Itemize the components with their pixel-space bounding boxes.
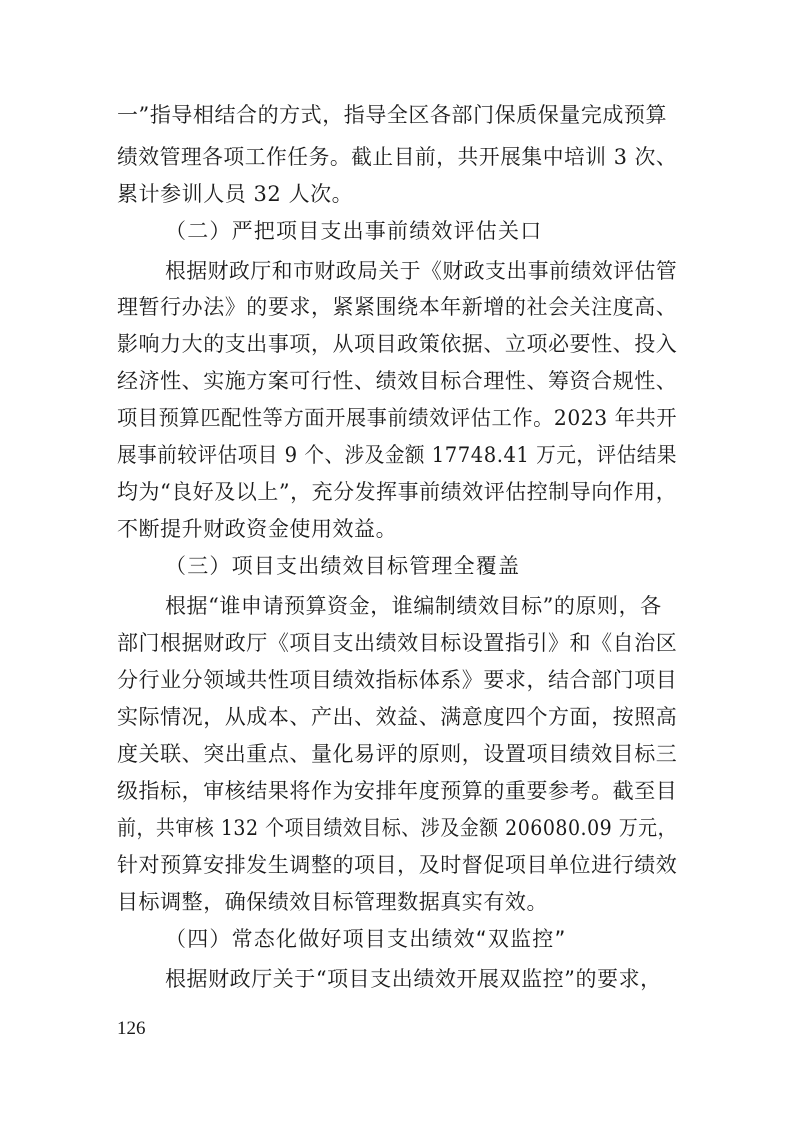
body-text-line: 累计参训人员 32 人次。 [117,182,354,206]
body-text-line: 目标调整，确保绩效目标管理数据真实有效。 [117,890,548,914]
body-text-line: 一”指导相结合的方式，指导全区各部门保质保量完成预算 [117,103,668,127]
section-heading-3: （三）项目支出绩效目标管理全覆盖 [165,554,521,578]
body-text-line: 项目预算匹配性等方面开展事前绩效评估工作。2023 年共开 [117,406,678,430]
page-number: 126 [117,1018,146,1039]
body-text-line: 根据财政厅和市财政局关于《财政支出事前绩效评估管 [165,259,678,283]
body-text-line: 部门根据财政厅《项目支出绩效目标设置指引》和《自治区 [117,631,678,655]
body-text-line: 经济性、实施方案可行性、绩效目标合理性、筹资合规性、 [117,369,678,393]
body-text-line: 度关联、突出重点、量化易评的原则，设置项目绩效目标三 [117,742,678,766]
body-text-line: 均为“良好及以上”，充分发挥事前绩效评估控制导向作用， [117,480,678,504]
body-text-line: 不断提升财政资金使用效益。 [117,517,398,541]
body-text-line: 根据“谁申请预算资金，谁编制绩效目标”的原则，各 [165,594,662,618]
body-text-line: 前，共审核 132 个项目绩效目标、涉及金额 206080.09 万元， [117,816,678,840]
body-text-line: 分行业分领域共性项目绩效指标体系》要求，结合部门项目 [117,668,678,692]
body-text-line: 绩效管理各项工作任务。截止目前，共开展集中培训 3 次、 [117,145,678,169]
body-text-line: 影响力大的支出事项，从项目政策依据、立项必要性、投入 [117,332,678,356]
body-text-line: 针对预算安排发生调整的项目，及时督促项目单位进行绩效 [117,853,678,877]
body-text-line: 实际情况，从成本、产出、效益、满意度四个方面，按照高 [117,705,678,729]
body-text-line: 展事前较评估项目 9 个、涉及金额 17748.41 万元，评估结果 [117,443,677,467]
body-text-line: 理暂行办法》的要求，紧紧围绕本年新增的社会关注度高、 [117,295,678,319]
section-heading-4: （四）常态化做好项目支出绩效“双监控” [165,927,567,951]
section-heading-2: （二）严把项目支出事前绩效评估关口 [165,219,543,243]
body-text-line: 根据财政厅关于“项目支出绩效开展双监控”的要求， [165,967,662,991]
body-text-line: 级指标，审核结果将作为安排年度预算的重要参考。截至目 [117,779,678,803]
